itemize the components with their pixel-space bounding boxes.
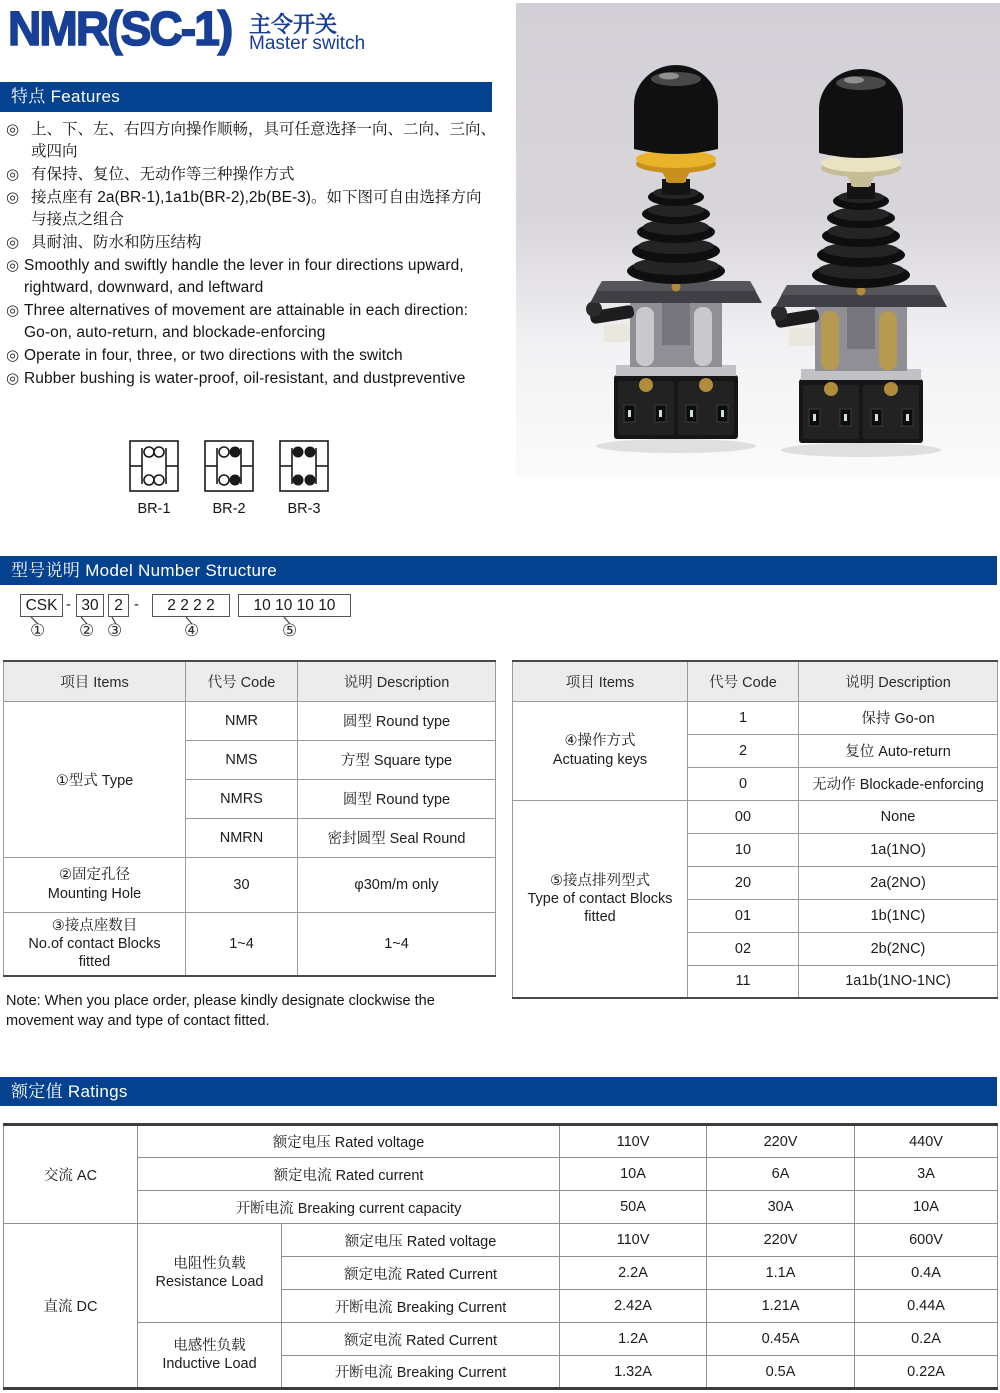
feature-item-en (6, 345, 496, 367)
joystick-switches-illustration (516, 3, 1000, 477)
product-photo (516, 3, 1000, 477)
col-header-description: 说明 Description (799, 661, 998, 701)
col-header-code: 代号 Code (688, 661, 799, 701)
code-cell: 20 (688, 866, 799, 899)
code-cell: 1~4 (186, 912, 298, 976)
param-cell: 开断电流 Breaking Current (282, 1356, 560, 1389)
model-structure-banner: 型号说明 Model Number Structure (0, 556, 997, 585)
table-row (4, 1125, 998, 1158)
item-cell-mounting-hole (4, 857, 186, 912)
item-label-cn: ⑤接点排列型式 (550, 872, 650, 889)
value-cell: 0.22A (855, 1356, 998, 1389)
desc-cell: 无动作 Blockade-enforcing (799, 767, 998, 800)
features-banner: 特点 Features (0, 82, 492, 112)
param-cell: 开断电流 Breaking current capacity (138, 1191, 560, 1224)
feature-text: 具耐油、防水和防压结构 (31, 234, 202, 251)
ratings-table (3, 1123, 998, 1390)
value-cell: 10A (855, 1191, 998, 1224)
bullseye-bullet-icon: ◎ (6, 166, 20, 183)
desc-cell: 1a(1NO) (799, 833, 998, 866)
table-header-row (513, 661, 998, 701)
col-header-code: 代号 Code (186, 661, 298, 701)
value-cell: 1.32A (560, 1356, 707, 1389)
value-cell: 2.2A (560, 1257, 707, 1290)
bullseye-bullet-icon: ◎ (6, 234, 20, 251)
table-row (4, 1191, 998, 1224)
value-cell: 10A (560, 1158, 707, 1191)
param-cell: 额定电压 Rated voltage (282, 1224, 560, 1257)
bullseye-bullet-icon: ◎ (6, 347, 20, 364)
br2-schematic-icon (201, 437, 257, 495)
code-cell: 0 (688, 767, 799, 800)
item-label-cn: ③接点座数目 (51, 917, 138, 934)
marker-connector-lines (0, 592, 360, 632)
br1-schematic-icon (126, 437, 182, 495)
item-cell-contact-blocks (4, 912, 186, 976)
code-cell: NMR (186, 701, 298, 740)
code-cell: 2 (688, 734, 799, 767)
feature-item-en (6, 255, 496, 299)
value-cell: 110V (560, 1224, 707, 1257)
desc-cell: 2a(2NO) (799, 866, 998, 899)
contact-diagram-br2 (201, 437, 257, 517)
value-cell: 1.2A (560, 1323, 707, 1356)
col-header-items: 项目 Items (513, 661, 688, 701)
marker-4: ④ (184, 621, 200, 640)
value-cell: 2.42A (560, 1290, 707, 1323)
load-label-cn: 电阻性负载 (173, 1255, 246, 1272)
model-segment-series: CSK (20, 594, 63, 617)
table-header-row (4, 661, 496, 701)
item-label-cn: ④操作方式 (564, 733, 636, 750)
br-label: BR-3 (287, 501, 321, 517)
contact-diagram-br1 (126, 437, 182, 517)
param-cell: 开断电流 Breaking Current (282, 1290, 560, 1323)
marker-3: ③ (107, 621, 123, 640)
desc-cell: 保持 Go-on (799, 701, 998, 734)
desc-cell: 复位 Auto-return (799, 734, 998, 767)
model-dash: - (66, 596, 71, 613)
col-header-description: 说明 Description (298, 661, 496, 701)
table-row (513, 800, 998, 833)
value-cell: 0.44A (855, 1290, 998, 1323)
model-segment-blocks: 2 (108, 594, 129, 617)
table-row (513, 701, 998, 734)
load-label-en: Inductive Load (162, 1356, 257, 1372)
model-segment-actuating: 2 2 2 2 (152, 594, 230, 617)
feature-item-cn (6, 119, 496, 163)
contact-block-diagrams (126, 437, 332, 517)
desc-cell: 圆型 Round type (298, 779, 496, 818)
code-cell: 01 (688, 899, 799, 932)
item-cell-contact-type (513, 800, 688, 998)
code-cell: 1 (688, 701, 799, 734)
page-title: NMR(SC-1) (8, 3, 232, 56)
value-cell: 110V (560, 1125, 707, 1158)
marker-1: ① (30, 621, 46, 640)
table-row (4, 1158, 998, 1191)
value-cell: 0.45A (707, 1323, 855, 1356)
item-label-cn: ②固定孔径 (59, 867, 130, 884)
bullseye-bullet-icon: ◎ (6, 189, 20, 206)
bullseye-bullet-icon: ◎ (6, 302, 20, 319)
item-cell-actuating-keys (513, 701, 688, 800)
feature-item-cn (6, 187, 496, 231)
table-row (4, 1224, 998, 1257)
table-row (4, 857, 496, 912)
photo-background (516, 3, 1000, 477)
desc-cell: 1~4 (298, 912, 496, 976)
load-cell-resistance (138, 1224, 282, 1323)
desc-cell: 密封圆型 Seal Round (298, 818, 496, 857)
code-cell: 02 (688, 932, 799, 965)
table-row (4, 1323, 998, 1356)
feature-text: 接点座有 2a(BR-1),1a1b(BR-2),2b(BE-3)。如下图可自由选择方向与接点之组合 (31, 189, 482, 228)
code-cell: NMRN (186, 818, 298, 857)
bullseye-bullet-icon: ◎ (6, 121, 20, 138)
value-cell: 30A (707, 1191, 855, 1224)
feature-item-cn (6, 232, 496, 254)
desc-cell: φ30m/m only (298, 857, 496, 912)
code-cell: 10 (688, 833, 799, 866)
desc-cell: 圆型 Round type (298, 701, 496, 740)
desc-cell: 1b(1NC) (799, 899, 998, 932)
value-cell: 600V (855, 1224, 998, 1257)
order-note: Note: When you place order, please kindly designate clockwise the movement way and type of contact fitted. (6, 993, 435, 1029)
value-cell: 0.4A (855, 1257, 998, 1290)
code-cell: 00 (688, 800, 799, 833)
br3-schematic-icon (276, 437, 332, 495)
code-cell: 30 (186, 857, 298, 912)
item-cell-type: ①型式 Type (4, 701, 186, 857)
table-row (4, 912, 496, 976)
code-cell: NMRS (186, 779, 298, 818)
desc-cell: 2b(2NC) (799, 932, 998, 965)
param-cell: 额定电流 Rated current (138, 1158, 560, 1191)
marker-2: ② (79, 621, 95, 640)
value-cell: 6A (707, 1158, 855, 1191)
item-label-en: Mounting Hole (47, 885, 142, 902)
model-segment-hole: 30 (76, 594, 104, 617)
item-label-en: Type of contact Blocks (527, 890, 673, 907)
value-cell: 0.5A (707, 1356, 855, 1389)
desc-cell: None (799, 800, 998, 833)
code-cell: 11 (688, 965, 799, 998)
value-cell: 1.1A (707, 1257, 855, 1290)
value-cell: 1.21A (707, 1290, 855, 1323)
subtitle-english: Master switch (249, 33, 366, 54)
value-cell: 0.2A (855, 1323, 998, 1356)
item-label-en: fitted (78, 953, 111, 970)
model-dash: - (134, 596, 139, 613)
feature-text: Three alternatives of movement are attainable in each direction: Go-on, auto-return, and blockade-enforcing (24, 302, 469, 341)
feature-text: 有保持、复位、无动作等三种操作方式 (31, 166, 295, 183)
feature-text: Operate in four, three, or two directions with the switch (24, 347, 403, 364)
contact-diagram-br3 (276, 437, 332, 517)
param-cell: 额定电流 Rated Current (282, 1257, 560, 1290)
code-cell: NMS (186, 740, 298, 779)
subtitle-chinese: 主令开关 (249, 12, 338, 37)
supply-cell-ac: 交流 AC (4, 1125, 138, 1224)
item-label-en: Actuating keys (552, 751, 648, 768)
value-cell: 50A (560, 1191, 707, 1224)
marker-5: ⑤ (282, 621, 298, 640)
load-cell-inductive (138, 1323, 282, 1389)
feature-text: 上、下、左、右四方向操作顺畅，具可任意选择一向、二向、三向、或四向 (31, 121, 497, 160)
supply-cell-dc: 直流 DC (4, 1224, 138, 1389)
value-cell: 3A (855, 1158, 998, 1191)
desc-cell: 1a1b(1NO-1NC) (799, 965, 998, 998)
type-code-table (3, 660, 496, 977)
param-cell: 额定电流 Rated Current (282, 1323, 560, 1356)
bullseye-bullet-icon: ◎ (6, 257, 20, 274)
feature-item-en (6, 368, 496, 390)
table-row (4, 701, 496, 740)
desc-cell: 方型 Square type (298, 740, 496, 779)
item-label-en: fitted (584, 908, 616, 925)
item-label-en: No.of contact Blocks (28, 935, 161, 952)
load-label-cn: 电感性负载 (173, 1337, 246, 1354)
br-label: BR-2 (212, 501, 246, 517)
feature-item-cn (6, 164, 496, 186)
br-label: BR-1 (137, 501, 171, 517)
value-cell: 440V (855, 1125, 998, 1158)
value-cell: 220V (707, 1125, 855, 1158)
ratings-banner: 额定值 Ratings (0, 1077, 997, 1106)
value-cell: 220V (707, 1224, 855, 1257)
param-cell: 额定电压 Rated voltage (138, 1125, 560, 1158)
bullseye-bullet-icon: ◎ (6, 370, 20, 387)
feature-item-en (6, 300, 496, 344)
col-header-items: 项目 Items (4, 661, 186, 701)
model-segment-contacts: 10 10 10 10 (238, 594, 351, 617)
actuating-contact-table (512, 660, 998, 999)
feature-text: Rubber bushing is water-proof, oil-resistant, and dustpreventive (24, 370, 466, 387)
features-list (6, 119, 496, 391)
load-label-en: Resistance Load (155, 1274, 264, 1290)
feature-text: Smoothly and swiftly handle the lever in four directions upward, rightward, downward, and leftward (24, 257, 464, 296)
